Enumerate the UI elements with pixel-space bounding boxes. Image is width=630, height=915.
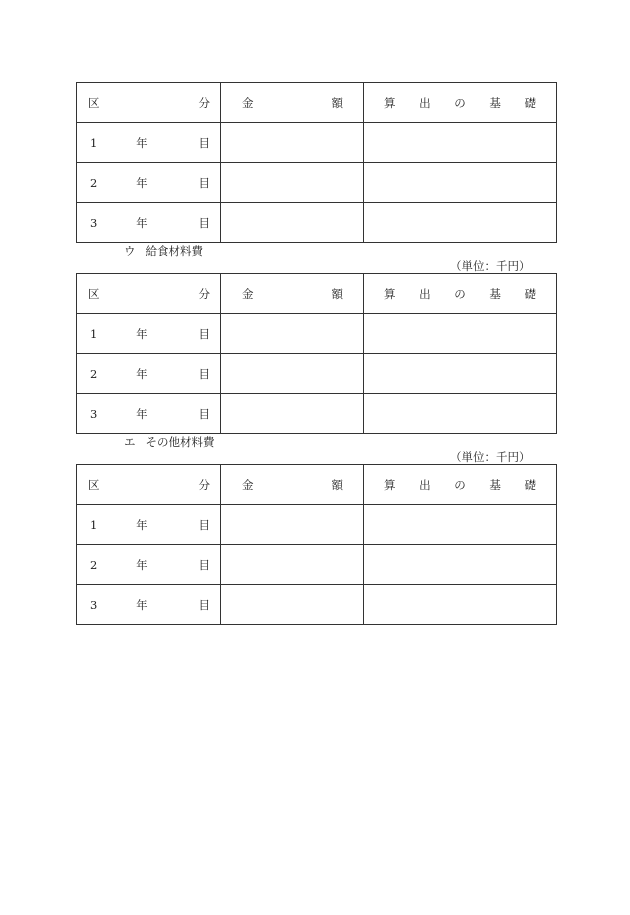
header-kubun-char: 区 xyxy=(88,286,100,301)
row-nen: 年 xyxy=(136,597,148,612)
row-nen: 年 xyxy=(136,175,148,190)
amount-cell[interactable] xyxy=(221,163,364,203)
header-kiso-char: 算 xyxy=(384,286,396,301)
header-kubun-char: 分 xyxy=(198,477,210,492)
basis-cell[interactable] xyxy=(364,585,557,625)
table-header-row xyxy=(77,274,557,314)
header-kiso-cell xyxy=(364,83,557,123)
header-kiso-char: 基 xyxy=(489,477,501,492)
amount-cell[interactable] xyxy=(221,394,364,434)
table-row xyxy=(77,314,557,354)
header-kingaku-char: 金 xyxy=(242,286,254,301)
basis-cell[interactable] xyxy=(364,354,557,394)
unit-label: （単位：千円） xyxy=(450,259,531,273)
row-me: 目 xyxy=(198,175,210,190)
header-kiso-char: 基 xyxy=(489,286,501,301)
row-kubun-cell xyxy=(77,163,221,203)
row-kubun-cell xyxy=(77,505,221,545)
row-number: 3 xyxy=(90,597,98,612)
header-kubun-char: 区 xyxy=(88,477,100,492)
amount-cell[interactable] xyxy=(221,203,364,243)
header-kingaku-cell xyxy=(221,83,364,123)
header-kingaku-char: 額 xyxy=(331,286,343,301)
row-nen: 年 xyxy=(136,557,148,572)
basis-cell[interactable] xyxy=(364,394,557,434)
table-row xyxy=(77,394,557,434)
basis-cell[interactable] xyxy=(364,505,557,545)
row-number: 1 xyxy=(90,517,98,532)
header-kubun-cell xyxy=(77,465,221,505)
header-kiso-char: 算 xyxy=(384,477,396,492)
row-number: 2 xyxy=(90,366,98,381)
header-kubun-char: 区 xyxy=(88,95,100,110)
row-kubun-cell xyxy=(77,585,221,625)
row-me: 目 xyxy=(198,215,210,230)
header-kubun-char: 分 xyxy=(198,286,210,301)
header-kingaku-char: 額 xyxy=(331,477,343,492)
row-me: 目 xyxy=(198,517,210,532)
header-kingaku-char: 額 xyxy=(331,95,343,110)
basis-cell[interactable] xyxy=(364,314,557,354)
table-row xyxy=(77,123,557,163)
amount-cell[interactable] xyxy=(221,545,364,585)
row-nen: 年 xyxy=(136,517,148,532)
basis-cell[interactable] xyxy=(364,203,557,243)
budget-table-1 xyxy=(76,82,557,243)
row-me: 目 xyxy=(198,557,210,572)
section-mark: エ xyxy=(124,435,136,449)
amount-cell[interactable] xyxy=(221,314,364,354)
header-kingaku-char: 金 xyxy=(242,477,254,492)
amount-cell[interactable] xyxy=(221,123,364,163)
header-kingaku-cell xyxy=(221,465,364,505)
row-nen: 年 xyxy=(136,326,148,341)
row-nen: 年 xyxy=(136,366,148,381)
header-kiso-char: の xyxy=(454,286,466,301)
row-number: 1 xyxy=(90,326,98,341)
amount-cell[interactable] xyxy=(221,585,364,625)
row-kubun-cell xyxy=(77,314,221,354)
header-kiso-cell xyxy=(364,465,557,505)
row-kubun-cell xyxy=(77,203,221,243)
header-kubun-cell xyxy=(77,83,221,123)
section-title-other xyxy=(124,434,215,450)
header-kiso-char: 出 xyxy=(419,477,431,492)
row-number: 2 xyxy=(90,557,98,572)
row-me: 目 xyxy=(198,406,210,421)
header-kingaku-cell xyxy=(221,274,364,314)
amount-cell[interactable] xyxy=(221,354,364,394)
header-kiso-char: 出 xyxy=(419,286,431,301)
header-kiso-char: 礎 xyxy=(524,286,536,301)
row-nen: 年 xyxy=(136,135,148,150)
header-kubun-cell xyxy=(77,274,221,314)
row-nen: 年 xyxy=(136,215,148,230)
row-kubun-cell xyxy=(77,123,221,163)
row-kubun-cell xyxy=(77,545,221,585)
table-row xyxy=(77,354,557,394)
amount-cell[interactable] xyxy=(221,505,364,545)
header-kubun-char: 分 xyxy=(198,95,210,110)
header-kiso-char: の xyxy=(454,95,466,110)
row-number: 3 xyxy=(90,406,98,421)
table-row xyxy=(77,545,557,585)
table-row xyxy=(77,203,557,243)
table-row xyxy=(77,505,557,545)
section-title-food xyxy=(124,243,203,259)
row-me: 目 xyxy=(198,326,210,341)
header-kingaku-char: 金 xyxy=(242,95,254,110)
row-number: 1 xyxy=(90,135,98,150)
basis-cell[interactable] xyxy=(364,163,557,203)
row-me: 目 xyxy=(198,135,210,150)
table-row xyxy=(77,585,557,625)
row-nen: 年 xyxy=(136,406,148,421)
row-me: 目 xyxy=(198,597,210,612)
row-kubun-cell xyxy=(77,354,221,394)
section-title-text: その他材料費 xyxy=(145,435,215,449)
budget-table-2 xyxy=(76,273,557,434)
row-number: 3 xyxy=(90,215,98,230)
header-kiso-char: 算 xyxy=(384,95,396,110)
header-kiso-char: 基 xyxy=(489,95,501,110)
unit-label: （単位：千円） xyxy=(450,450,531,464)
row-me: 目 xyxy=(198,366,210,381)
section-title-text: 給食材料費 xyxy=(145,244,203,258)
table-header-row xyxy=(77,465,557,505)
row-number: 2 xyxy=(90,175,98,190)
header-kiso-char: 礎 xyxy=(524,477,536,492)
section-mark: ウ xyxy=(124,244,136,258)
basis-cell[interactable] xyxy=(364,545,557,585)
table-header-row xyxy=(77,83,557,123)
header-kiso-char: 礎 xyxy=(524,95,536,110)
budget-table-3 xyxy=(76,464,557,625)
header-kiso-char: 出 xyxy=(419,95,431,110)
row-kubun-cell xyxy=(77,394,221,434)
basis-cell[interactable] xyxy=(364,123,557,163)
header-kiso-cell xyxy=(364,274,557,314)
header-kiso-char: の xyxy=(454,477,466,492)
table-row xyxy=(77,163,557,203)
